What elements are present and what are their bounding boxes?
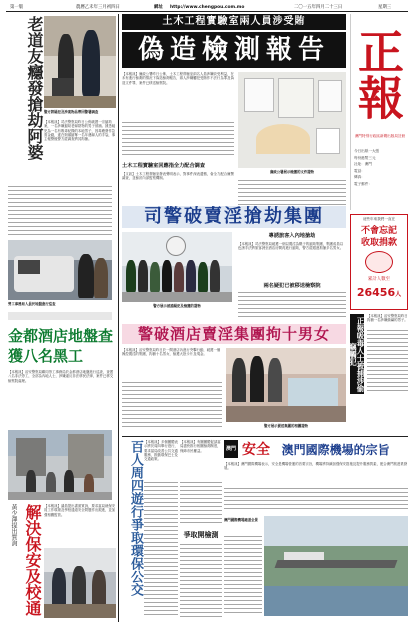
hotel-story-photo [226, 348, 346, 422]
hotel-story-headline: 警破酒店賣淫集團拘十男女 [122, 324, 346, 344]
logo [351, 16, 405, 132]
column-story-lines-a [180, 482, 222, 526]
left-top-caption: 警方將疑犯及涉案物品帶回警署調查 [44, 110, 99, 114]
top-story-body: 【本報訊】廉政公署昨日公佈，土木工程實驗室兩名人員涉嫌收受利益，在未有進行檢測的情況下偽造檢測報告，兩人涉嫌觸犯受賄作不法行為罪及偽造文件罪，案件已移送檢察院。 [122, 72, 234, 85]
ad-count-unit: 人 [395, 291, 402, 298]
charity-ad [350, 214, 408, 310]
logo-block [350, 14, 408, 210]
left-mid-body: 【本報訊】治安警察局聯同勞工事務局於金都酒店地盤進行巡查，查獲八名非法勞工，全部為內地人士，涉嫌違反非法移民法律，案件已移交檢察院處理。 [8, 370, 114, 383]
side-notice-lines [367, 330, 408, 392]
ad-line3: 收取捐款 [360, 238, 397, 248]
sub-story-body: 【本報訊】司法警察局破獲一個以賣淫為幌子的搶劫集團，集團成員以色誘手法將旅客誘至酒店房間再進行搶劫，警方經跟進拘捕多名男女。 [238, 242, 344, 251]
airport-kicker: 澳門 [224, 440, 238, 458]
left-top-photo [44, 16, 116, 108]
top-story-caption: 廉政公署展示檢獲的文件證物 [269, 170, 315, 174]
airport-headline-b: 澳門國際機場的宗旨 [281, 443, 390, 457]
website-prefix: 網址 [154, 5, 163, 10]
issue-date: 二〇一五年四月二十三日 [294, 5, 343, 10]
hotel-story [122, 324, 346, 434]
left-bottom-body: 【本報訊】議員提出書面質詢，要求當局就保安員工作環境及學校通道安全問題作出跟進，並加強相關監管。 [44, 504, 116, 517]
sub-story-caption: 警方展示被捕疑犯及檢獲的證物 [153, 304, 201, 308]
masthead-info-line: 社址：澳門 [354, 162, 372, 166]
hotel-story-caption: 警方展示賣淫集團的相關證物 [263, 424, 309, 428]
masthead-info-line: 電子郵件： [354, 181, 372, 186]
airport-body: 【本報訊】澳門國際機場表示，安全是機場營運的首要宗旨，機場將持續加強保安措施及提升服務質素，配合澳門旅遊業發展。 [224, 462, 408, 471]
masthead-info-line: 電話： [354, 168, 365, 173]
vert-story-headline: 百人周四遊行爭取環保公交 [128, 440, 143, 596]
left-mid-headline: 金都酒店地盤查獲八名黑工 [8, 327, 114, 365]
top-story-headline: 偽造檢測報告 [122, 32, 346, 68]
hotel-story-body: 【本報訊】治安警察局昨日於一間酒店內進行突擊行動，破獲一個操控賣淫的集團，拘捕十名男女，檢獲大批卡片及現金。 [122, 348, 221, 357]
vert-story-lines [144, 482, 178, 618]
top-story-kicker: 土木工程實驗室兩人員涉受賄 [122, 14, 346, 30]
airport-lines [224, 488, 408, 512]
sub-story-photo [122, 232, 232, 302]
sub-story-subhead1: 專誘旅客入內地搶劫 [268, 233, 316, 239]
vert-story [122, 440, 178, 620]
left-column-rule [118, 14, 119, 622]
left-bottom-story [6, 504, 116, 620]
weekday: 星期三 [378, 5, 392, 10]
side-notice-title: 正報吸毒人士被捕涉偷竊觸犯 [350, 314, 364, 394]
airport-headline-a: 安全 [242, 442, 270, 458]
ad-count [353, 285, 405, 303]
masthead-info-line: 傳真： [354, 175, 365, 179]
ad-line4: 累計人數至 [368, 277, 390, 282]
left-top-body: 【本報訊】司法警察局昨日公佈破獲一宗搶劫案，一名涉嫌搶劫老婦財物的男子被捕。據悉疑犯為一名有吸毒紀錄的本地男子，因毒癮發作急需金錢，遂在街頭搶奪一名年邁婦人的手袋，事主報警後警方經調查將其拘捕。 [44, 120, 116, 142]
airport-lines-b [224, 536, 262, 616]
top-story-photo [238, 72, 346, 168]
hotel-story-lines [122, 382, 222, 430]
lunar-date: 農曆乙未年三月初四日 [76, 5, 120, 10]
column-story-headline: 爭取開檢測 [183, 530, 219, 539]
logo-text: 正報 [351, 28, 405, 120]
top-story-body2: 【又訊】土木工程實驗室發表聲明表示，對事件深表遺憾，會全力配合廉署調查，並檢討內部監察機制。 [122, 172, 234, 181]
masthead-info-line: 每份港幣三元 [354, 155, 376, 160]
page-label: 第一版 [10, 5, 24, 10]
top-story-body-lines [122, 122, 234, 158]
airport-photo [264, 516, 408, 616]
left-street-photo [8, 430, 112, 500]
left-bottom-headline: 解決保安及校通 [23, 504, 42, 616]
left-mid-story [6, 302, 116, 426]
sub-story-subhead2: 兩名疑犯已被移送檢察院 [263, 283, 321, 289]
left-bottom-kicker: 黃少澤提出質詢 [10, 504, 17, 546]
sub-story [122, 206, 346, 322]
masthead-info-line: 今日出紙一大張 [354, 149, 380, 153]
sub-story-headline: 司警破賣淫搶劫集團 [122, 206, 346, 228]
left-mid-caption: 勞工事務局人員於地盤進行巡查 [8, 302, 56, 306]
column-story-body: 【本報訊】有關團體促請當局盡快推行相關檢測制度，保障市民權益。 [180, 440, 221, 453]
airport-headline [242, 440, 408, 458]
left-body-lines-a [8, 186, 112, 236]
masthead-info [354, 148, 406, 187]
column-story-lines-b [180, 544, 222, 618]
ad-line1: 這些年來我們一直在 [362, 217, 396, 221]
mid-rule [122, 436, 408, 437]
left-bottom-photo [44, 548, 116, 618]
logo-sub: 澳門特別行政區新聞出版局註冊 [354, 134, 406, 138]
column-story [180, 440, 222, 620]
airport-caption: 澳門國際機場跑道全景 [224, 518, 258, 522]
vert-story-body: 【本報訊】多個團體表示將於周四舉行遊行，要求當局改善公共交通服務，推動環保巴士及交通政策。 [144, 440, 178, 462]
ad-line2: 不會忘記 [360, 226, 397, 236]
website-link[interactable]: http://www.chengpou.com.mo [170, 5, 245, 10]
airport-story [224, 440, 408, 622]
side-notice [350, 314, 408, 394]
side-notice-body: 【本報訊】治安警察局昨日拘捕一名涉嫌偷竊的男子。 [367, 314, 408, 323]
masthead-strip [6, 3, 408, 12]
ad-graphic [365, 251, 393, 273]
top-story-subhead: 土木工程實驗室回應指全力配合調查 [122, 163, 206, 169]
sub-story-body-lines [238, 292, 346, 318]
left-top-headline: 老道友癮發搶劫阿婆 [25, 16, 44, 160]
left-top-story [6, 14, 116, 178]
left-mid-photo [8, 240, 112, 300]
ad-count-number: 26456 [356, 286, 396, 299]
left-divider [8, 312, 112, 320]
top-story [122, 14, 346, 214]
